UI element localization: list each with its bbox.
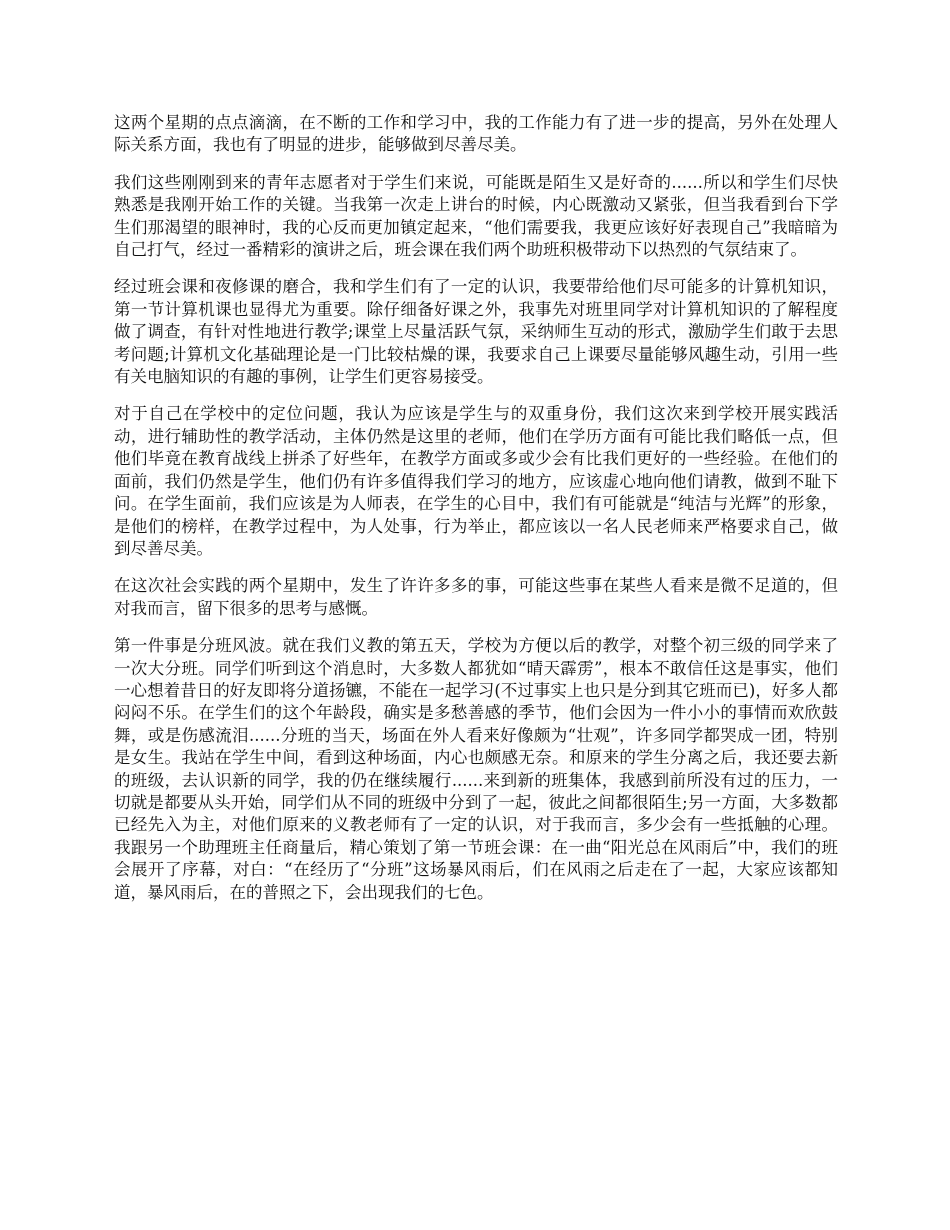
paragraph-1: 这两个星期的点点滴滴，在不断的工作和学习中，我的工作能力有了进一步的提高，另外在处理人际关系方面，我也有了明显的进步，能够做到尽善尽美。 bbox=[114, 113, 838, 155]
paragraph-2: 我们这些刚刚到来的青年志愿者对于学生们来说，可能既是陌生又是好奇的......所以和学生们尽快熟悉是我刚开始工作的关键。当我第一次走上讲台的时候，内心既激动又紧张，但当我看到台下学生们那渴望的眼神时，我的心反而更加镇定起来，“他们需要我，我更应该好好表现自己”我暗暗为自己打气，经过一番精彩的演讲之后，班会课在我们两个助班积极带动下以热烈的气氛结束了。 bbox=[114, 172, 838, 260]
document-body bbox=[114, 112, 838, 919]
paragraph-5: 在这次社会实践的两个星期中，发生了许许多多的事，可能这些事在某些人看来是微不足道的，但对我而言，留下很多的思考与感慨。 bbox=[114, 576, 838, 618]
paragraph-6: 第一件事是分班风波。就在我们义教的第五天，学校为方便以后的教学，对整个初三级的同学来了一次大分班。同学们听到这个消息时，大多数人都犹如“晴天霹雳”，根本不敢信任这是事实，他们一心想着昔日的好友即将分道扬镳，不能在一起学习(不过事实上也只是分到其它班而已)，好多人都闷闷不乐。在学生们的这个年龄段，确实是多愁善感的季节，他们会因为一件小小的事情而欢欣鼓舞，或是伤感流泪......分班的当天，场面在外人看来好像颇为“壮观”，许多同学都哭成一团，特别是女生。我站在学生中间，看到这种场面，内心也颇感无奈。和原来的学生分离之后，我还要去新的班级，去认识新的同学，我的仍在继续履行......来到新的班集体，我感到前所没有过的压力，一切就是都要从头开始，同学们从不同的班级中分到了一起，彼此之间都很陌生;另一方面，大多数都已经先入为主，对他们原来的义教老师有了一定的认识，对于我而言，多少会有一些抵触的心理。我跟另一个助理班主任商量后，精心策划了第一节班会课：在一曲“阳光总在风雨后”中，我们的班会展开了序幕，对白：“在经历了“分班”这场暴风雨后，们在风雨之后走在了一起，大家应该都知道，暴风雨后，在的普照之下，会出现我们的七色。 bbox=[114, 636, 838, 902]
paragraph-3: 经过班会课和夜修课的磨合，我和学生们有了一定的认识，我要带给他们尽可能多的计算机知识，第一节计算机课也显得尤为重要。除仔细备好课之外，我事先对班里同学对计算机知识的了解程度做了调查，有针对性地进行教学;课堂上尽量活跃气氛，采纳师生互动的形式，激励学生们敢于去思考问题;计算机文化基础理论是一门比较枯燥的课，我要求自己上课要尽量能够风趣生动，引用一些有关电脑知识的有趣的事例，让学生们更容易接受。 bbox=[114, 277, 838, 387]
paragraph-4: 对于自己在学校中的定位问题，我认为应该是学生与的双重身份，我们这次来到学校开展实践活动，进行辅助性的教学活动，主体仍然是这里的老师，他们在学历方面有可能比我们略低一点，但他们毕竟在教育战线上拼杀了好些年，在教学方面或多或少会有比我们更好的一些经验。在他们的面前，我们仍然是学生，他们仍有许多值得我们学习的地方，应该虚心地向他们请教，做到不耻下问。在学生面前，我们应该是为人师表，在学生的心目中，我们有可能就是“纯洁与光辉”的形象，是他们的榜样，在教学过程中，为人处事，行为举止，都应该以一名人民老师来严格要求自己，做到尽善尽美。 bbox=[114, 404, 838, 558]
